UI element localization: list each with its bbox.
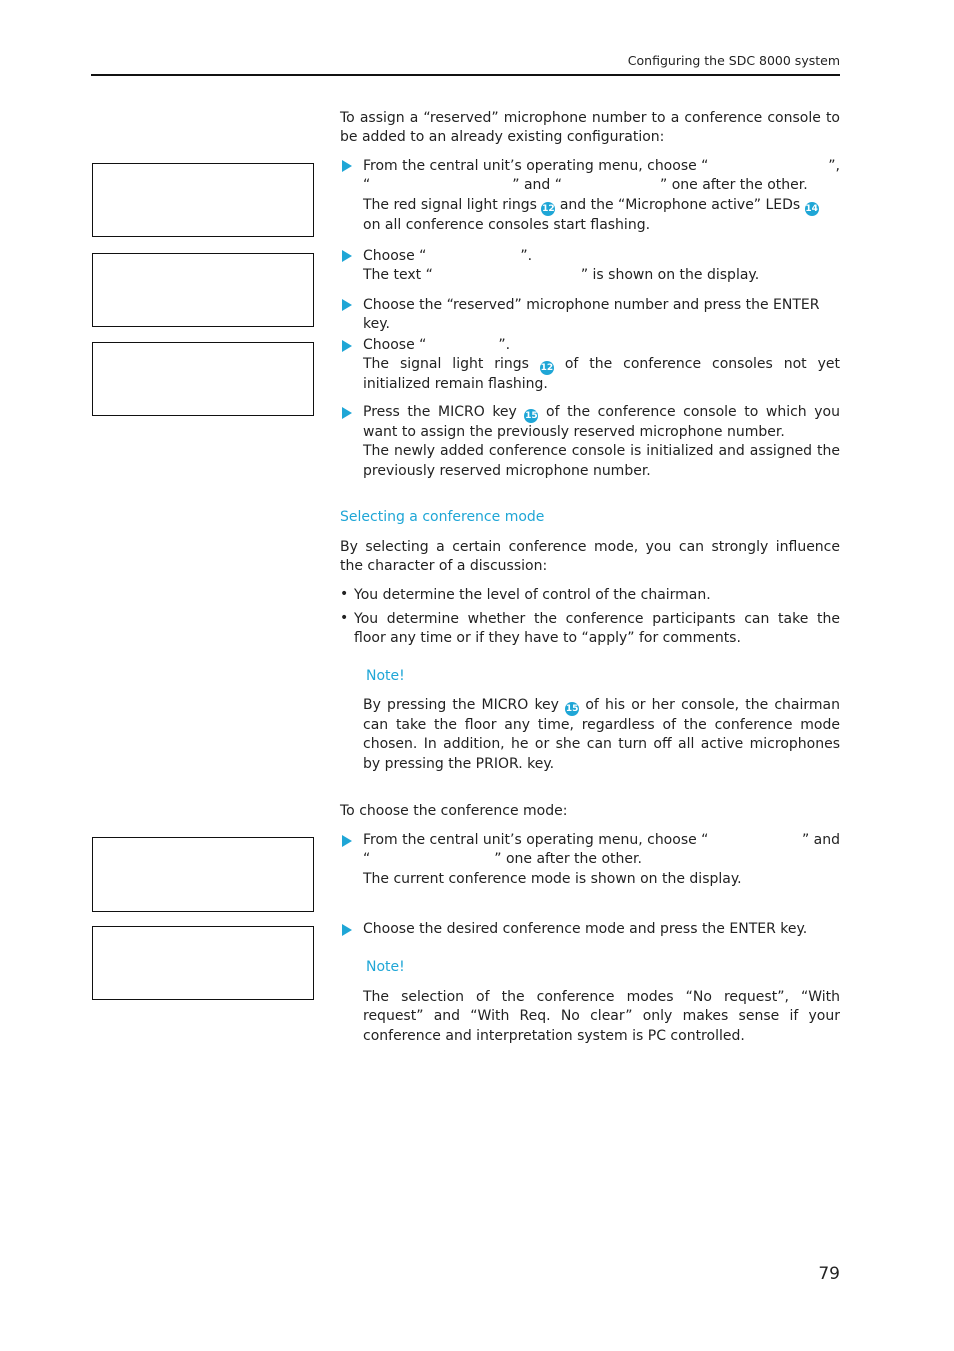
triangle-right-icon — [342, 340, 352, 352]
step-text: The text “ — [363, 267, 433, 284]
triangle-right-icon — [342, 924, 352, 936]
triangle-right-icon — [342, 299, 352, 311]
callout-number-15: 15 — [565, 704, 579, 714]
step-text: The red signal light rings — [363, 196, 537, 213]
display-screen-2 — [92, 253, 314, 327]
step-text: ”. — [498, 337, 511, 353]
running-title: Configuring the SDC 8000 system — [627, 53, 840, 68]
step-text: From the central unit’s operating menu, choose “ — [363, 832, 709, 848]
conference-mode-intro: By selecting a certain conference mode, you can strongly influence the character of a discussion: — [340, 539, 840, 575]
step-text: ”, — [828, 158, 840, 174]
step-text: The newly added conference console is initialized and assigned the previously reserved microphone number. — [363, 443, 840, 479]
note-text: The selection of the conference modes “No request”, “With request” and “With Req. No clear” only makes sense if your conference and interpretation system is PC controlled. — [363, 989, 840, 1044]
display-screen-4 — [92, 837, 314, 912]
note-text-part: of his or her console, the chairman can take the floor any time, regardless of the conference mode chosen. In addition, he or she can turn off all active microphones by pressing the PRIOR. key. — [363, 697, 840, 772]
step-text: ” one after the other. — [660, 177, 808, 194]
bullet-item: You determine whether the conference participants can take the floor any time or if they have to “apply” for comments. — [354, 611, 840, 647]
callout-number-15: 15 — [525, 411, 538, 421]
step-text: ” is shown on the display. — [580, 267, 760, 284]
triangle-right-icon — [342, 250, 352, 262]
step-assign-1 — [363, 157, 840, 235]
bullet-marker: • — [340, 610, 349, 626]
step-assign-3: Choose the “reserved” microphone number and press the ENTER key. — [363, 297, 820, 333]
step-text: ” and “ — [512, 177, 563, 194]
step-text: “ — [363, 851, 371, 868]
callout-number-14: 14 — [805, 203, 818, 214]
step-assign-4 — [363, 336, 840, 395]
step-text: of the conference consoles not yet initialized remain flashing. — [363, 356, 840, 393]
step-text: and the “Microphone active” LEDs — [559, 196, 801, 213]
note-text-part: By pressing the MICRO key — [363, 697, 559, 713]
display-screen-3 — [92, 342, 314, 416]
note-label: Note! — [366, 959, 405, 975]
step-text: Choose “ — [363, 337, 427, 353]
section-heading: Selecting a conference mode — [340, 509, 545, 525]
triangle-right-icon — [342, 407, 352, 419]
step-text: Choose “ — [363, 248, 427, 264]
step-text: “ — [363, 177, 371, 194]
step-text: ” one after the other. — [494, 851, 642, 868]
step-text: The signal light rings — [363, 356, 529, 373]
step-text: on all conference consoles start flashing. — [363, 216, 651, 233]
display-screen-1 — [92, 163, 314, 237]
header-rule — [91, 74, 840, 76]
callout-number-12: 12 — [542, 203, 555, 214]
step-assign-5 — [363, 403, 840, 481]
step-text: ” and — [801, 832, 840, 848]
step-mode-1 — [363, 831, 840, 889]
bullet-item: You determine the level of control of the chairman. — [354, 587, 711, 603]
step-text: ”. — [520, 248, 533, 264]
step-text: of the conference console to which you want to assign the previously reserved microphone number. — [363, 404, 840, 440]
choose-mode-intro: To choose the conference mode: — [340, 803, 568, 819]
callout-number-12: 12 — [540, 363, 554, 374]
triangle-right-icon — [342, 835, 352, 847]
note-text — [363, 696, 840, 774]
step-text: The current conference mode is shown on the display. — [363, 870, 742, 887]
bullet-marker: • — [340, 586, 349, 602]
display-screen-5 — [92, 926, 314, 1000]
triangle-right-icon — [342, 160, 352, 172]
step-text: From the central unit’s operating menu, choose “ — [363, 158, 709, 174]
page-number: 79 — [818, 1264, 840, 1284]
step-mode-2: Choose the desired conference mode and press the ENTER key. — [363, 921, 808, 937]
step-assign-2 — [363, 247, 840, 286]
assign-intro: To assign a “reserved” microphone number to a conference console to be added to an already existing configuration: — [340, 110, 840, 146]
note-label: Note! — [366, 668, 405, 684]
step-text: Press the MICRO key — [363, 404, 517, 420]
